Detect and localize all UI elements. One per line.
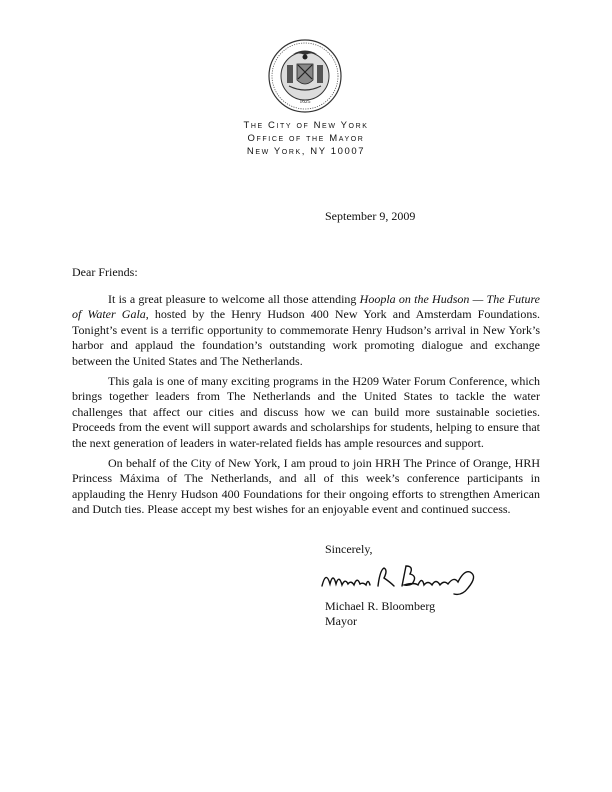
paragraph-1-start: It is a great pleasure to welcome all those attending <box>108 292 360 306</box>
paragraph-1 <box>72 292 540 369</box>
signatory-name: Michael R. Bloomberg <box>325 599 436 613</box>
letterhead-line-3: New York, NY 10007 <box>246 146 366 157</box>
paragraph-1-end: , hosted by the Henry Hudson 400 New York and Amsterdam Foundations. Tonight’s event is a terrific opportunity to commemorate Henry Hudson’s arrival in New York’s harbor and applaud the foundation’s outstanding work promoting dialogue and exchange between the United States and The Netherlands. <box>72 307 541 368</box>
letterhead-line-2: Office of the Mayor <box>247 133 365 144</box>
event-name: Hoopla on the Hudson — The Future of Water Gala <box>72 292 540 322</box>
seal-year: 1625 <box>299 99 311 105</box>
letterhead-line-1: The City of New York <box>243 120 369 131</box>
nyc-seal-icon <box>267 38 343 114</box>
paragraph-3: On behalf of the City of New York, I am proud to join HRH The Prince of Orange, HRH Princess Máxima of The Netherlands, and all of this week’s conference participants in applauding the Henry Hudson 400 Foundations for their ongoing efforts to strengthen American and Dutch ties. Please accept my best wishes for an enjoyable event and continued success. <box>72 456 540 517</box>
paragraph-2: This gala is one of many exciting programs in the H209 Water Forum Conference, which brings together leaders from The Netherlands and the United States to tackle the water challenges that affect our cities and discuss how we can build more sustainable societies. Proceeds from the event will support awards and scholarships for students, helping to ensure that the next generation of leaders in water-related fields has ample resources and support. <box>72 374 540 450</box>
signature-image <box>318 558 488 600</box>
closing: Sincerely, <box>325 542 373 556</box>
signatory-title: Mayor <box>325 614 357 628</box>
letter-date: September 9, 2009 <box>325 209 416 223</box>
salutation: Dear Friends: <box>72 265 138 279</box>
